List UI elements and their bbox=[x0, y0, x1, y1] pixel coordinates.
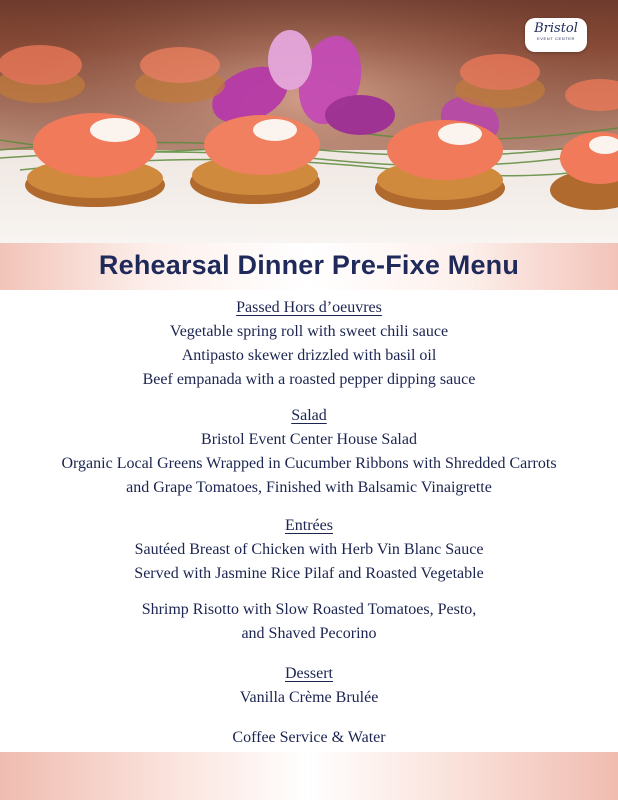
spacer bbox=[0, 392, 618, 404]
spacer bbox=[0, 646, 618, 662]
section-heading: Salad bbox=[291, 407, 327, 424]
spacer bbox=[0, 586, 618, 598]
bristol-logo bbox=[525, 18, 587, 52]
menu-item: Sautéed Breast of Chicken with Herb Vin Blanc Sauce bbox=[134, 541, 484, 558]
section-entrees bbox=[0, 514, 618, 646]
spacer bbox=[0, 710, 618, 726]
menu-item: Vegetable spring roll with sweet chili sauce bbox=[169, 323, 449, 340]
logo-subtitle: EVENT CENTER bbox=[536, 36, 576, 41]
page-title: Rehearsal Dinner Pre-Fixe Menu bbox=[98, 250, 520, 280]
logo-script: Bristol bbox=[534, 21, 578, 36]
menu-item: and Shaved Pecorino bbox=[241, 625, 377, 642]
section-salad bbox=[0, 404, 618, 500]
menu-item: Beef empanada with a roasted pepper dipping sauce bbox=[142, 371, 476, 388]
bottom-band bbox=[0, 752, 618, 800]
menu-item: Antipasto skewer drizzled with basil oil bbox=[181, 347, 437, 364]
menu-item: Served with Jasmine Rice Pilaf and Roasted Vegetable bbox=[134, 565, 484, 582]
section-passed-hors-doeuvres bbox=[0, 296, 618, 392]
section-heading: Dessert bbox=[285, 665, 333, 682]
menu-item: and Grape Tomatoes, Finished with Balsamic Vinaigrette bbox=[126, 479, 492, 496]
closing-line: Coffee Service & Water bbox=[232, 729, 386, 746]
section-heading: Entrées bbox=[285, 517, 333, 534]
menu-item: Vanilla Crème Brulée bbox=[239, 689, 379, 706]
hero-photo bbox=[0, 0, 618, 243]
spacer bbox=[0, 500, 618, 514]
menu-body bbox=[0, 296, 618, 750]
menu-item: Shrimp Risotto with Slow Roasted Tomatoes, Pesto, bbox=[141, 601, 477, 618]
menu-item: Organic Local Greens Wrapped in Cucumber Ribbons with Shredded Carrots bbox=[61, 455, 557, 472]
section-dessert bbox=[0, 662, 618, 710]
menu-item: Bristol Event Center House Salad bbox=[201, 431, 417, 448]
section-heading: Passed Hors d’oeuvres bbox=[236, 299, 382, 316]
